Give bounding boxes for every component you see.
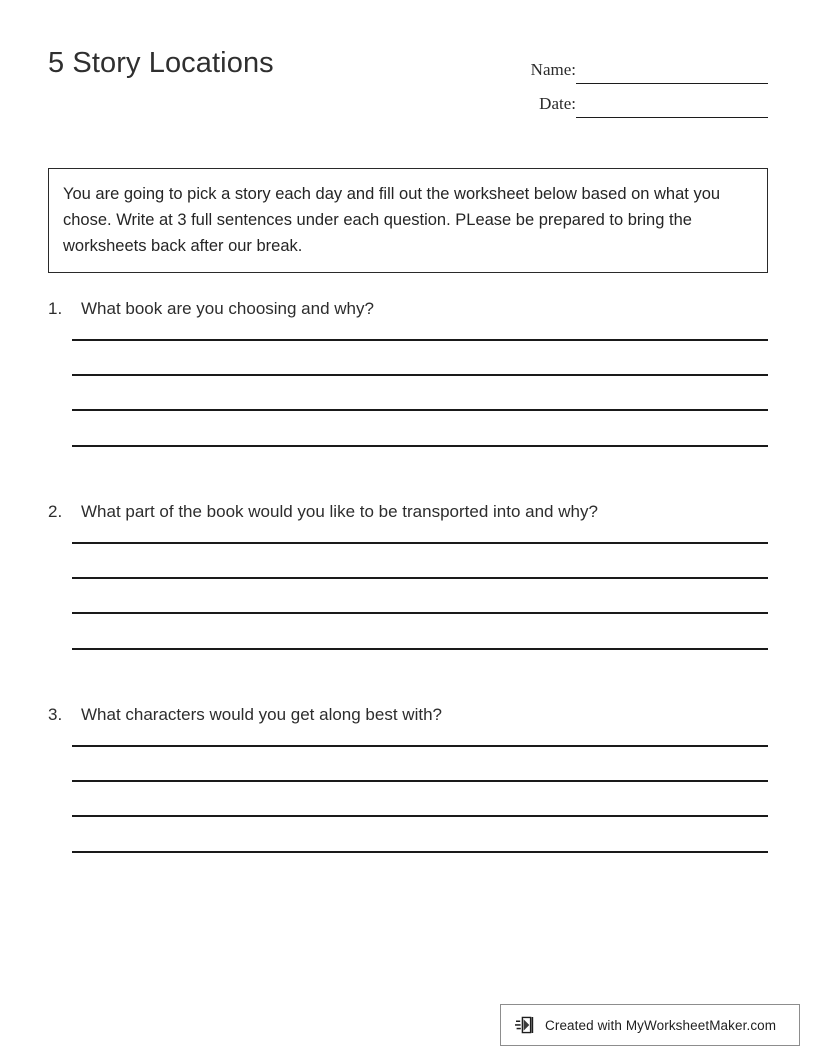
question-number-1: 1.	[48, 299, 63, 318]
question-number-3: 3.	[48, 705, 63, 724]
question-block-1	[48, 296, 768, 473]
question-heading-3	[48, 702, 768, 732]
question-text-2: What part of the book would you like to be transported into and why?	[81, 502, 598, 521]
student-info-fields	[516, 50, 768, 118]
question-block-2	[48, 499, 768, 676]
answer-line[interactable]	[72, 780, 768, 782]
date-field-input[interactable]	[576, 117, 768, 118]
question-text-1: What book are you choosing and why?	[81, 299, 374, 318]
answer-lines-2[interactable]	[72, 542, 768, 676]
answer-line[interactable]	[72, 374, 768, 376]
created-with-badge[interactable]	[500, 1004, 800, 1046]
worksheet-maker-logo-icon	[515, 1014, 537, 1036]
answer-line[interactable]	[72, 648, 768, 650]
instructions-text: You are going to pick a story each day and fill out the worksheet below based on what you chose. Write at 3 full sentences under each question. PLease be prepared to bring the worksheets back after our break.	[63, 185, 721, 255]
answer-line[interactable]	[72, 851, 768, 853]
question-number-2: 2.	[48, 502, 63, 521]
badge-label: Created with MyWorksheetMaker.com	[545, 1017, 777, 1033]
answer-line[interactable]	[72, 612, 768, 614]
date-field-row	[516, 84, 768, 118]
answer-line[interactable]	[72, 577, 768, 579]
page-header	[48, 44, 768, 124]
answer-lines-1[interactable]	[72, 339, 768, 473]
name-field-label: Name:	[530, 60, 576, 79]
instructions-box	[48, 168, 768, 273]
question-text-3: What characters would you get along best with?	[81, 705, 442, 724]
answer-line[interactable]	[72, 745, 768, 747]
answer-lines-3[interactable]	[72, 745, 768, 879]
answer-line[interactable]	[72, 409, 768, 411]
page-title: 5 Story Locations	[48, 47, 274, 79]
question-heading-1	[48, 296, 768, 326]
answer-line[interactable]	[72, 445, 768, 447]
answer-line[interactable]	[72, 339, 768, 341]
date-field-label: Date:	[539, 94, 576, 113]
answer-line[interactable]	[72, 542, 768, 544]
question-heading-2	[48, 499, 768, 529]
name-field-row	[516, 50, 768, 84]
question-block-3	[48, 702, 768, 879]
answer-line[interactable]	[72, 815, 768, 817]
